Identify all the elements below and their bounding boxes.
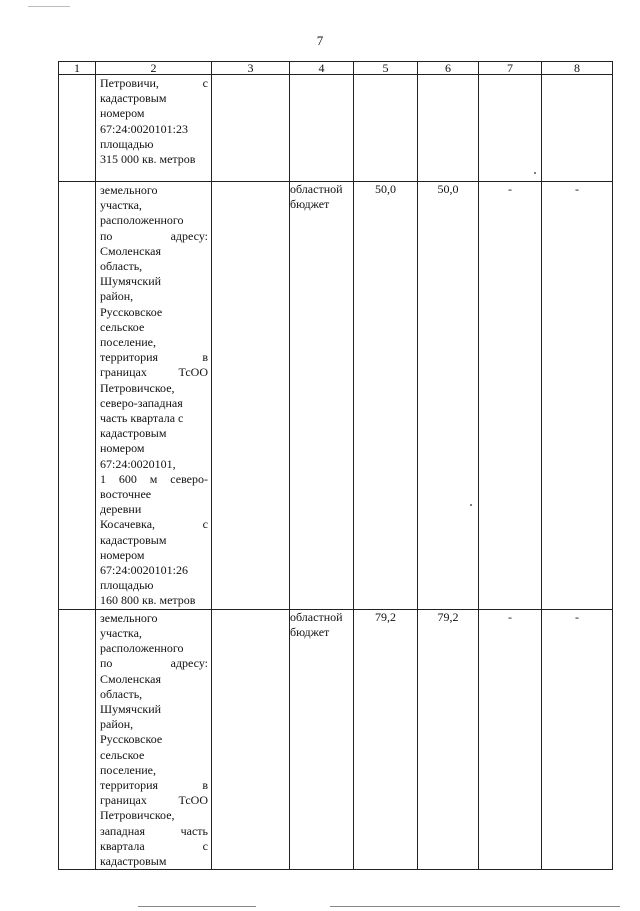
cell-col6: 79,2 <box>418 609 479 869</box>
scan-artifact-bottom <box>138 906 256 907</box>
page-number: 7 <box>316 33 324 48</box>
description-line: поселение, <box>100 335 157 350</box>
column-header: 4 <box>290 62 354 75</box>
description-line: номером <box>100 547 145 562</box>
description-line: Петровичи, с <box>100 76 208 90</box>
cell-col8: - <box>542 182 613 610</box>
cell-description <box>96 182 212 610</box>
table-row <box>59 182 613 610</box>
cell-source <box>290 75 354 182</box>
column-header: 2 <box>96 62 212 75</box>
description-line: Шумячский <box>100 701 162 716</box>
cell-col7 <box>479 75 542 182</box>
description-line: восточнее <box>100 487 152 502</box>
cell-col1 <box>59 609 96 869</box>
scan-speck <box>534 172 536 174</box>
description-line: западная часть <box>100 823 208 838</box>
cell-col1 <box>59 182 96 610</box>
description-line: границах ТсОО <box>100 793 208 808</box>
description-line: Смоленская <box>100 243 161 258</box>
column-header: 1 <box>59 62 96 75</box>
description-line: область, <box>100 259 143 274</box>
description-line: кадастровым <box>100 426 167 441</box>
description-text <box>96 610 211 869</box>
description-line: границах ТсОО <box>100 365 208 380</box>
description-line: часть квартала с <box>100 411 184 426</box>
description-line: северо-западная <box>100 395 183 410</box>
cell-col6 <box>418 75 479 182</box>
description-line: земельного <box>100 610 158 625</box>
description-line: 67:24:0020101:23 <box>100 121 189 136</box>
table-row <box>59 609 613 869</box>
description-line: Руссковское <box>100 732 163 747</box>
description-line: сельское <box>100 747 145 762</box>
scan-artifact-top <box>28 6 70 7</box>
cell-col5: 79,2 <box>354 609 418 869</box>
column-header: 3 <box>212 62 290 75</box>
description-line: Косачевка, с <box>100 517 208 532</box>
description-line: сельское <box>100 319 145 334</box>
description-line: Шумячский <box>100 274 162 289</box>
description-line: район, <box>100 717 134 732</box>
description-line: площадью <box>100 578 154 593</box>
description-line: территория в <box>100 350 208 365</box>
column-header: 8 <box>542 62 613 75</box>
description-line: 1 600 м северо- <box>100 471 208 486</box>
cell-col6: 50,0 <box>418 182 479 610</box>
cell-col8 <box>542 75 613 182</box>
scan-speck <box>470 504 472 506</box>
data-table <box>58 61 613 870</box>
description-line: 160 800 кв. метров <box>100 593 196 608</box>
description-line: расположенного <box>100 213 184 228</box>
description-line: поселение, <box>100 762 157 777</box>
cell-description <box>96 75 212 182</box>
description-line: номером <box>100 441 145 456</box>
description-line: участка, <box>100 198 142 213</box>
description-line: кадастровым <box>100 532 167 547</box>
description-line: Руссковское <box>100 304 163 319</box>
description-line: территория в <box>100 777 208 792</box>
cell-col5 <box>354 75 418 182</box>
description-line: Петровичское, <box>100 380 175 395</box>
description-line: кадастровым <box>100 853 167 868</box>
description-line: Петровичское, <box>100 808 175 823</box>
cell-description <box>96 609 212 869</box>
description-line: область, <box>100 686 143 701</box>
cell-col3 <box>212 182 290 610</box>
description-line: кадастровым <box>100 91 167 106</box>
description-line: участка, <box>100 625 142 640</box>
description-text <box>96 75 211 167</box>
cell-col7: - <box>479 182 542 610</box>
description-line: 315 000 кв. метров <box>100 152 196 167</box>
description-text <box>96 182 211 609</box>
description-line: Смоленская <box>100 671 161 686</box>
description-line: площадью <box>100 136 154 151</box>
cell-col7: - <box>479 609 542 869</box>
column-header: 7 <box>479 62 542 75</box>
cell-col3 <box>212 75 290 182</box>
description-line: земельного <box>100 183 158 197</box>
cell-col5: 50,0 <box>354 182 418 610</box>
description-line: район, <box>100 289 134 304</box>
description-line: по адресу: <box>100 656 208 671</box>
column-header: 5 <box>354 62 418 75</box>
description-line: по адресу: <box>100 228 208 243</box>
column-header: 6 <box>418 62 479 75</box>
cell-source: областной бюджет <box>290 609 354 869</box>
description-line: 67:24:0020101:26 <box>100 563 189 578</box>
header-row <box>59 62 613 75</box>
cell-col8: - <box>542 609 613 869</box>
cell-col1 <box>59 75 96 182</box>
cell-source: областной бюджет <box>290 182 354 610</box>
description-line: деревни <box>100 502 142 517</box>
scan-artifact-bottom <box>330 906 620 907</box>
description-line: номером <box>100 106 145 121</box>
description-line: квартала с <box>100 838 208 853</box>
cell-col3 <box>212 609 290 869</box>
description-line: 67:24:0020101, <box>100 456 176 471</box>
description-line: расположенного <box>100 641 184 656</box>
table-row <box>59 75 613 182</box>
